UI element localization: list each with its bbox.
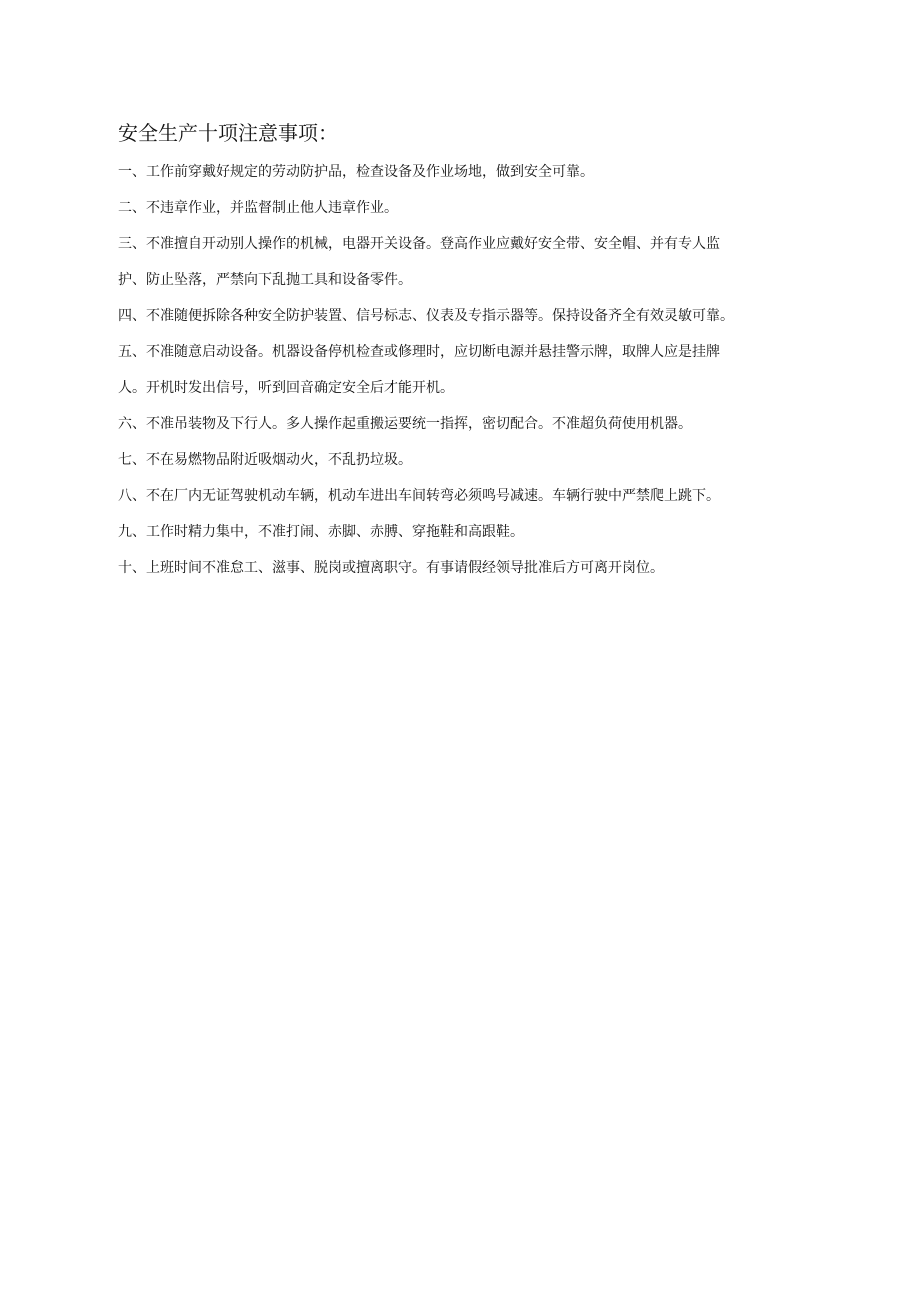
rule-item-4 xyxy=(118,298,808,334)
document-body xyxy=(118,118,808,586)
rule-item-10 xyxy=(118,550,808,586)
rule-line: 八、不在厂内无证驾驶机动车辆，机动车进出车间转弯必须鸣号减速。车辆行驶中严禁爬上跳下。 xyxy=(118,488,720,504)
rule-line-continued: 人。开机时发出信号，听到回音确定安全后才能开机。 xyxy=(118,380,454,396)
rule-item-8 xyxy=(118,478,808,514)
rule-line: 十、上班时间不准怠工、滋事、脱岗或擅离职守。有事请假经领导批准后方可离开岗位。 xyxy=(118,560,664,576)
rules-list xyxy=(118,154,808,586)
rule-item-1 xyxy=(118,154,808,190)
rule-line: 三、不准擅自开动别人操作的机械，电器开关设备。登高作业应戴好安全带、安全帽、并有专人监 xyxy=(118,236,720,252)
rule-item-2 xyxy=(118,190,808,226)
rule-line: 一、工作前穿戴好规定的劳动防护品，检查设备及作业场地，做到安全可靠。 xyxy=(118,164,594,180)
rule-line: 五、不准随意启动设备。机器设备停机检查或修理时，应切断电源并悬挂警示牌，取牌人应是挂牌 xyxy=(118,344,720,360)
document-title: 安全生产十项注意事项： xyxy=(118,121,338,145)
rule-line: 六、不准吊装物及下行人。多人操作起重搬运要统一指挥，密切配合。不准超负荷使用机器。 xyxy=(118,416,692,432)
rule-line: 七、不在易燃物品附近吸烟动火，不乱扔垃圾。 xyxy=(118,452,412,468)
rule-item-7 xyxy=(118,442,808,478)
rule-item-3 xyxy=(118,226,808,298)
rule-line: 九、工作时精力集中，不准打闹、赤脚、赤膊、穿拖鞋和高跟鞋。 xyxy=(118,524,524,540)
rule-item-9 xyxy=(118,514,808,550)
rule-line: 四、不准随便拆除各种安全防护装置、信号标志、仪表及专指示器等。保持设备齐全有效灵敏可靠。 xyxy=(118,308,734,324)
rule-line-continued: 护、防止坠落，严禁向下乱抛工具和设备零件。 xyxy=(118,272,412,288)
rule-item-6 xyxy=(118,406,808,442)
rule-item-5 xyxy=(118,334,808,406)
rule-line: 二、不违章作业，并监督制止他人违章作业。 xyxy=(118,200,398,216)
